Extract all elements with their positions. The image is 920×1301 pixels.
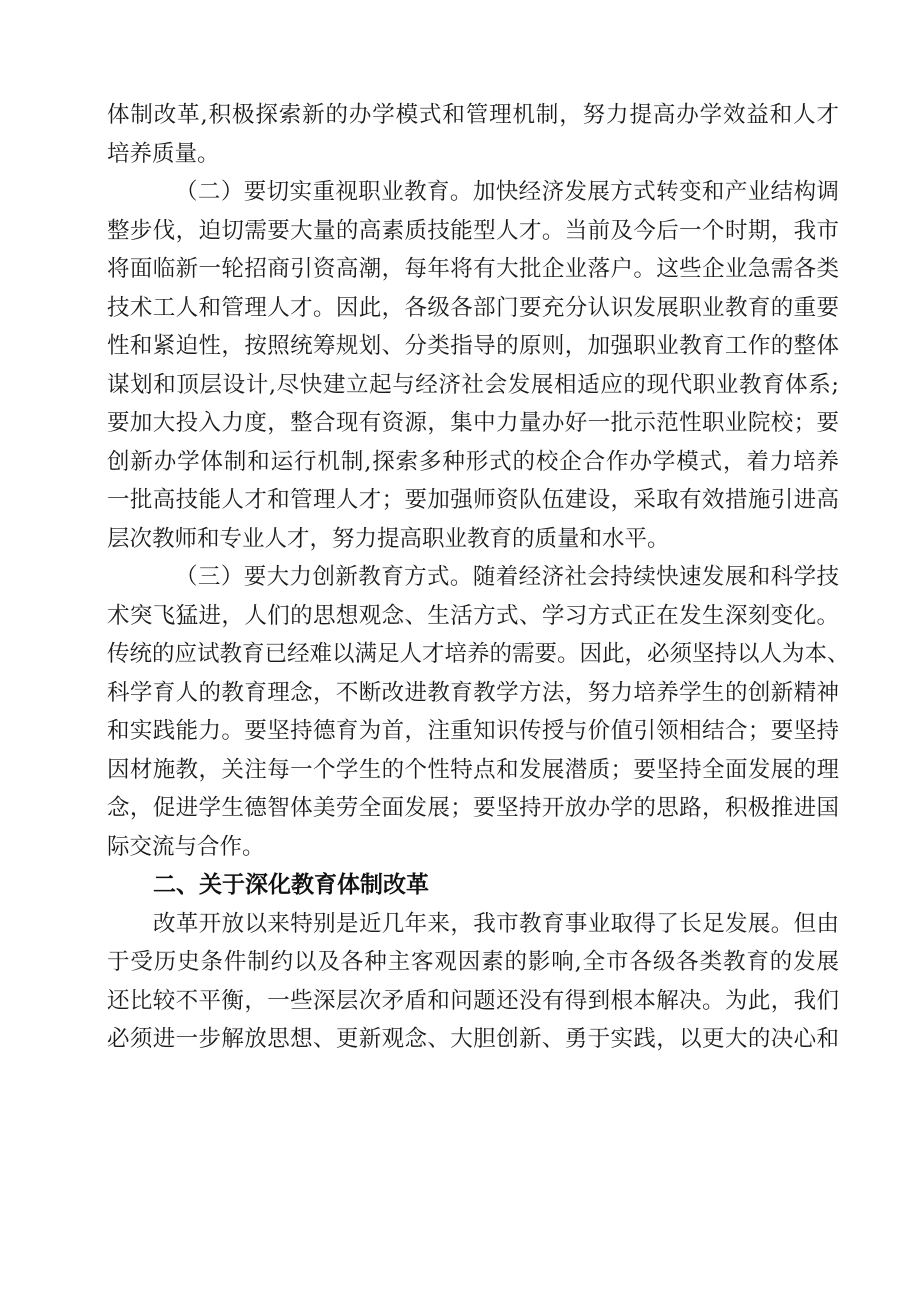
text-line: 体制改革,积极探索新的办学模式和管理机制，努力提高办学效益和人才 — [107, 102, 839, 128]
text-line: 一批高技能人才和管理人才；要加强师资队伍建设，采取有效措施引进高 — [107, 487, 839, 513]
text-line: 将面临新一轮招商引资高潮，每年将有大批企业落户。这些企业急需各类 — [107, 256, 839, 282]
text-line: 谋划和顶层设计,尽快建立起与经济社会发展相适应的现代职业教育体系; — [107, 371, 839, 398]
text-line: 念，促进学生德智体美劳全面发展；要坚持开放办学的思路，积极推进国 — [107, 795, 839, 821]
text-line: 技术工人和管理人才。因此，各级各部门要充分认识发展职业教育的重要 — [107, 294, 839, 321]
text-line: 必须进一步解放思想、更新观念、大胆创新、勇于实践，以更大的决心和 — [107, 1026, 839, 1052]
text-line: 性和紧迫性，按照统筹规划、分类指导的原则，加强职业教育工作的整体 — [107, 333, 839, 359]
text-line: 于受历史条件制约以及各种主客观因素的影响,全市各级各类教育的发展 — [107, 949, 839, 975]
paragraph-4 — [107, 905, 839, 1059]
text-line: 要加大投入力度，整合现有资源，集中力量办好一批示范性职业院校；要 — [107, 410, 839, 436]
section-heading: 二、关于深化教育体制改革 — [153, 872, 429, 898]
paragraph-2 — [107, 173, 839, 558]
text-line: 和实践能力。要坚持德育为首，注重知识传授与价值引领相结合；要坚持 — [107, 718, 839, 744]
text-line: 创新办学体制和运行机制,探索多种形式的校企合作办学模式，着力培养 — [107, 448, 839, 475]
text-line: 层次教师和专业人才，努力提高职业教育的质量和水平。 — [107, 525, 670, 552]
text-line: 际交流与合作。 — [107, 833, 265, 860]
text-line: 因材施教，关注每一个学生的个性特点和发展潜质；要坚持全面发展的理 — [107, 756, 839, 783]
paragraph-1 — [107, 96, 839, 173]
text-line: （三）要大力创新教育方式。随着经济社会持续快速发展和科学技 — [175, 564, 839, 590]
paragraph-3 — [107, 558, 850, 866]
body-text — [107, 96, 850, 1059]
text-line: 传统的应试教育已经难以满足人才培养的需要。因此，必须坚持以人为本、 — [107, 641, 850, 667]
text-line: （二）要切实重视职业教育。加快经济发展方式转变和产业结构调 — [175, 179, 839, 205]
text-line: 改革开放以来特别是近几年来，我市教育事业取得了长足发展。但由 — [153, 910, 839, 937]
text-line: 整步伐，迫切需要大量的高素质技能型人才。当前及今后一个时期，我市 — [107, 217, 839, 244]
text-line: 还比较不平衡，一些深层次矛盾和问题还没有得到根本解决。为此，我们 — [107, 987, 839, 1014]
text-line: 术突飞猛进，人们的思想观念、生活方式、学习方式正在发生深刻变化。 — [107, 602, 839, 629]
text-line: 培养质量。 — [107, 140, 220, 167]
text-line: 科学育人的教育理念，不断改进教育教学方法，努力培养学生的创新精神 — [107, 679, 839, 706]
